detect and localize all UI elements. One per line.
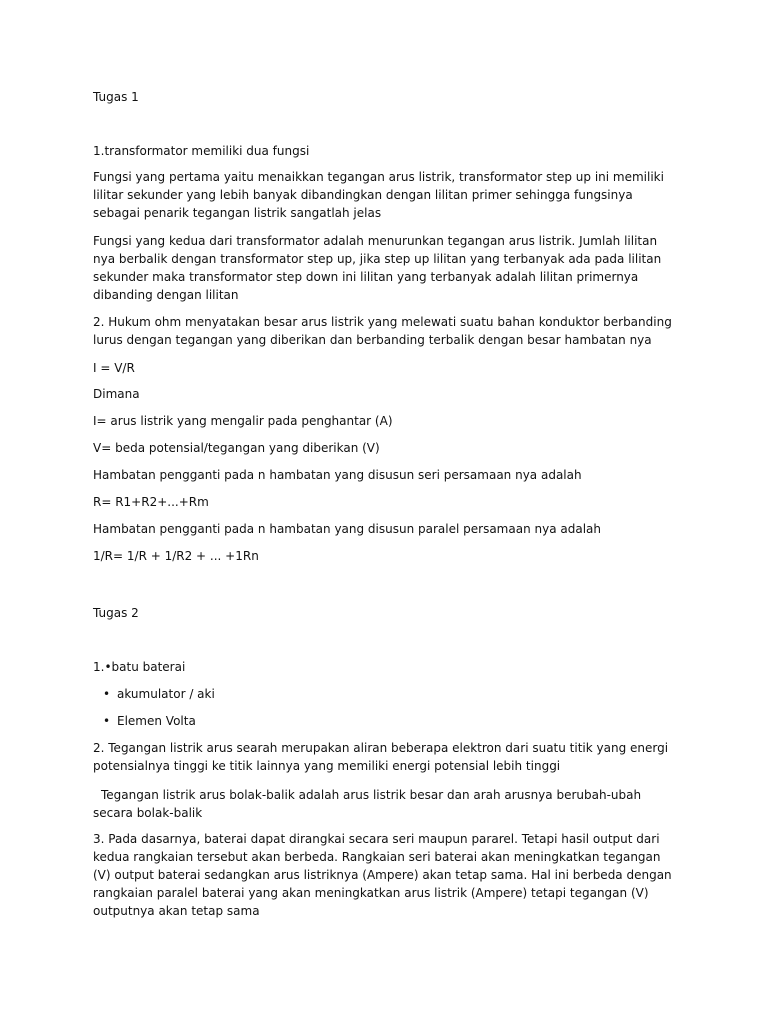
bullet-item-akumulator: [103, 685, 215, 703]
bullet-icon: •: [103, 687, 111, 701]
definition-i: I= arus listrik yang mengalir pada penghantar (A): [93, 414, 393, 428]
dimana-label: Dimana: [93, 387, 140, 401]
tugas2-q3-text: 3. Pada dasarnya, baterai dapat dirangkai secara seri maupun pararel. Tetapi hasil output dari kedua rangkaian tersebut akan berbeda. Rangkaian seri baterai akan meningkatkan tegangan (V) output baterai sedangkan arus listriknya (Ampere) akan tetap sama. Hal ini berbeda dengan rangkaian paralel baterai yang akan meningkatkan arus listrik (Ampere) tetapi tegangan (V) outputnya akan tetap sama: [93, 832, 672, 918]
tugas1-q1-paragraph-2: Fungsi yang kedua dari transformator adalah menurunkan tegangan arus listrik. Jumlah lilitan nya berbalik dengan transformator step up, jika step up lilitan yang terbanyak ada pada lilitan sekunder maka transformator step down ini lilitan yang terbanyak adalah lilitan primernya dibanding dengan lilitan: [93, 234, 662, 302]
definition-v: V= beda potensial/tegangan yang diberikan (V): [93, 441, 380, 455]
tugas2-q1-title: 1.•batu baterai: [93, 660, 186, 674]
ohm-formula: I = V/R: [93, 361, 135, 375]
tugas2-heading: Tugas 2: [93, 606, 139, 620]
paralel-formula: 1/R= 1/R + 1/R2 + ... +1Rn: [93, 549, 259, 563]
paralel-text: Hambatan pengganti pada n hambatan yang disusun paralel persamaan nya adalah: [93, 522, 601, 536]
seri-text: Hambatan pengganti pada n hambatan yang disusun seri persamaan nya adalah: [93, 468, 582, 482]
tugas1-q2-text: 2. Hukum ohm menyatakan besar arus listrik yang melewati suatu bahan konduktor berbanding lurus dengan tegangan yang diberikan dan berbanding terbalik dengan besar hambatan nya: [93, 315, 672, 347]
bullet-icon: •: [103, 714, 111, 728]
seri-formula: R= R1+R2+...+Rm: [93, 495, 209, 509]
tugas1-heading: Tugas 1: [93, 90, 139, 104]
tugas2-q2-text: 2. Tegangan listrik arus searah merupakan aliran beberapa elektron dari suatu titik yang energi potensialnya tinggi ke titik lainnya yang memiliki energi potensial lebih tinggi: [93, 741, 669, 773]
bullet-item-label: Elemen Volta: [117, 714, 196, 728]
tugas2-q2-paragraph-2: Tegangan listrik arus bolak-balik adalah arus listrik besar dan arah arusnya berubah-ubah secara bolak-balik: [93, 788, 642, 820]
tugas1-q1-title: 1.transformator memiliki dua fungsi: [93, 144, 310, 158]
tugas1-q1-paragraph-1: Fungsi yang pertama yaitu menaikkan tegangan arus listrik, transformator step up ini memiliki lilitar sekunder yang lebih banyak dibandingkan dengan lilitan primer sehingga fungsinya sebagai penarik tegangan listrik sangatlah jelas: [93, 170, 664, 220]
bullet-item-elemen-volta: [103, 712, 196, 730]
bullet-item-label: akumulator / aki: [117, 687, 215, 701]
